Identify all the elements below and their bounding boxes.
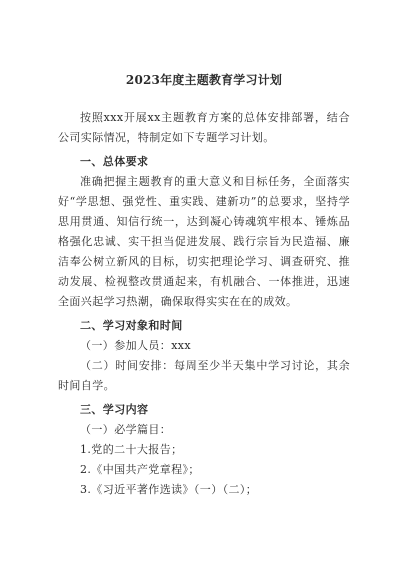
document-title: 2023年度主题教育学习计划 — [125, 73, 283, 87]
section-heading-study-content: 三、学习内容 — [80, 403, 149, 416]
general-requirements-paragraph: 准确把握主题教育的重大意义和目标任务，全面落实好“学思想、强党性、重实践、建新功”的总要求，坚持学思用贯通、知信行统一，达到凝心铸魂筑牢根本、锤炼品格强化忠诚、实干担当促进发展、践行宗旨为民造福、廉洁奉公树立新风的目标，切实把理论学习、调查研究、推动发展、检视整改贯通起来，有机融合、一体推进，迅速全面兴起学习热潮，确保取得实实在在的成效。 — [58, 175, 350, 308]
participants-paragraph: （一）参加人员：xxx — [80, 339, 192, 352]
schedule-paragraph: （二）时间安排：每周至少半天集中学习讨论，其余时间自学。 — [58, 359, 350, 392]
required-readings-label: （一）必学篇目： — [80, 423, 172, 436]
reading-item: 3.《习近平著作选读》（一）（二）； — [80, 483, 258, 496]
reading-item: 1.党的二十大报告； — [80, 443, 183, 456]
reading-item: 2.《中国共产党章程》； — [80, 463, 200, 476]
section-heading-participants-and-time: 二、学习对象和时间 — [80, 319, 183, 332]
intro-paragraph: 按照xxx开展xx主题教育方案的总体安排部署，结合公司实际情况，特制定如下专题学习计划。 — [58, 111, 350, 144]
section-heading-general-requirements: 一、总体要求 — [80, 155, 149, 168]
